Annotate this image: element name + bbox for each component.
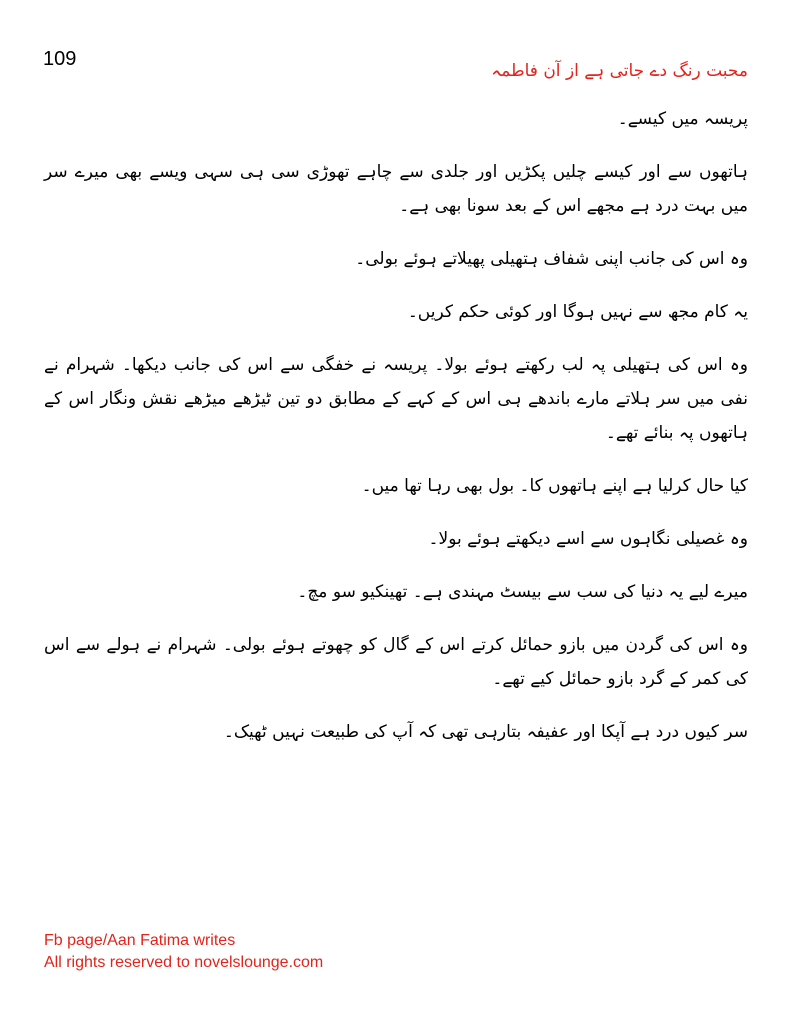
paragraph: وہ اس کی گردن میں بازو حمائل کرتے اس کے گال کو چھوتے ہوئے بولی۔ شہرام نے ہولے سے اس کی کمر کے گرد بازو حمائل کیے تھے۔	[44, 635, 748, 689]
running-header-title: محبت رنگ دے جاتی ہے از آن فاطمہ	[491, 61, 748, 81]
paragraph: ہاتھوں سے اور کیسے چلیں پکڑیں اور جلدی سے چاہے تھوڑی سی ہی سہی ویسے بھی میرے سر میں بہت درد ہے مجھے اس کے بعد سونا بھی ہے۔	[44, 162, 748, 216]
body-text	[44, 102, 748, 768]
paragraph: میرے لیے یہ دنیا کی سب سے بیسٹ مہندی ہے۔ تھینکیو سو مچ۔	[297, 582, 748, 602]
paragraph: وہ غصیلی نگاہوں سے اسے دیکھتے ہوئے بولا۔	[428, 529, 748, 549]
paragraph: سر کیوں درد ہے آپکا اور عفیفہ بتارہی تھی کہ آپ کی طبیعت نہیں ٹھیک۔	[223, 722, 748, 742]
footer-rights: All rights reserved to novelslounge.com	[44, 954, 324, 971]
paragraph: پریسہ میں کیسے۔	[617, 109, 748, 129]
footer-fb-page: Fb page/Aan Fatima writes	[44, 932, 236, 949]
paragraph: وہ اس کی جانب اپنی شفاف ہتھیلی پھیلاتے ہوئے بولی۔	[355, 249, 748, 269]
paragraph: کیا حال کرلیا ہے اپنے ہاتھوں کا۔ بول بھی رہا تھا میں۔	[361, 476, 748, 496]
paragraph: یہ کام مجھ سے نہیں ہوگا اور کوئی حکم کریں۔	[407, 302, 748, 322]
footer	[44, 930, 323, 974]
page-number: 109	[43, 48, 77, 70]
paragraph: وہ اس کی ہتھیلی پہ لب رکھتے ہوئے بولا۔ پریسہ نے خفگی سے اس کی جانب دیکھا۔ شہرام نے نفی میں سر ہلاتے مارے باندھے ہی اس کے کہے کے مطابق دو تین ٹیڑھے میڑھے نقش ونگار اس کے ہاتھوں پہ بنائے تھے۔	[44, 355, 748, 443]
